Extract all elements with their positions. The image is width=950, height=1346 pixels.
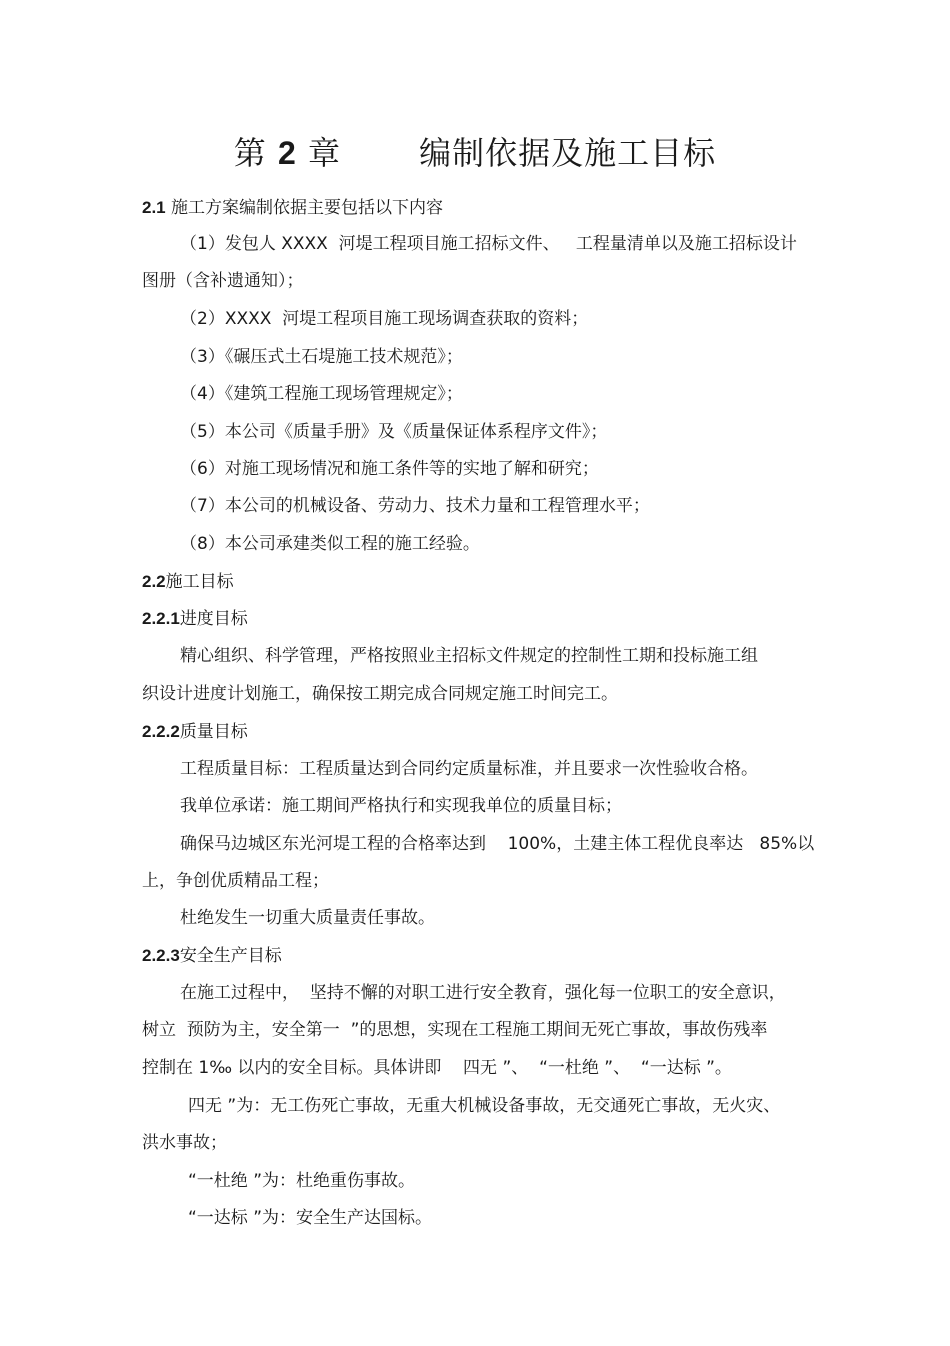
basis-item-1-cont: 图册（含补遗通知）； xyxy=(142,271,304,291)
safety-paragraph-line: “一杜绝 ”为：杜绝重伤事故。 xyxy=(188,1171,416,1191)
basis-item-8: （8）本公司承建类似工程的施工经验。 xyxy=(180,534,480,554)
section-heading-2-2-2 xyxy=(142,721,248,743)
section-number: 2.2 xyxy=(142,572,166,591)
schedule-paragraph-line: 织设计进度计划施工，确保按工期完成合同规定施工时间完工。 xyxy=(142,684,618,704)
section-heading-2-1 xyxy=(142,197,443,219)
basis-item-3: （3）《碾压式土石堤施工技术规范》； xyxy=(180,347,463,367)
section-heading-2-2-3 xyxy=(142,945,282,967)
safety-paragraph-line: 树立 预防为主，安全第一 ”的思想，实现在工程施工期间无死亡事故，事故伤残率 xyxy=(142,1020,768,1040)
basis-item-7: （7）本公司的机械设备、劳动力、技术力量和工程管理水平； xyxy=(180,496,650,516)
chapter-number: 2 xyxy=(277,135,297,171)
basis-item-5: （5）本公司《质量手册》及《质量保证体系程序文件》； xyxy=(180,422,608,442)
section-heading-2-2 xyxy=(142,571,234,593)
basis-item-2: （2）XXXX 河堤工程项目施工现场调查获取的资料； xyxy=(180,309,589,329)
chapter-suffix: 章 xyxy=(296,134,341,172)
section-title: 进度目标 xyxy=(179,609,248,629)
quality-paragraph-line: 杜绝发生一切重大质量责任事故。 xyxy=(180,908,435,928)
quality-paragraph-line: 确保马边城区东光河堤工程的合格率达到 100%，土建主体工程优良率达 85%以 xyxy=(180,834,815,854)
section-title: 质量目标 xyxy=(179,722,248,742)
section-number: 2.2.1 xyxy=(142,609,180,628)
section-title: 施工方案编制依据主要包括以下内容 xyxy=(165,198,444,218)
section-number: 2.2.2 xyxy=(142,722,180,741)
section-title: 安全生产目标 xyxy=(179,946,282,966)
quality-paragraph-line: 我单位承诺：施工期间严格执行和实现我单位的质量目标； xyxy=(180,796,622,816)
section-number: 2.2.3 xyxy=(142,946,180,965)
section-number: 2.1 xyxy=(142,198,166,217)
chapter-prefix: 第 xyxy=(233,134,278,172)
safety-paragraph-line: 控制在 1‰ 以内的安全目标。具体讲即 四无 ”、 “一杜绝 ”、 “一达标 ”。 xyxy=(142,1058,732,1078)
section-title: 施工目标 xyxy=(165,572,234,592)
safety-paragraph-line: “一达标 ”为：安全生产达国标。 xyxy=(188,1208,433,1228)
safety-paragraph-line: 在施工过程中， 坚持不懈的对职工进行安全教育，强化每一位职工的安全意识， xyxy=(180,983,786,1003)
safety-paragraph-line: 洪水事故； xyxy=(142,1133,227,1153)
chapter-title xyxy=(0,128,950,174)
chapter-title-text: 编制依据及施工目标 xyxy=(419,134,717,172)
basis-item-4: （4）《建筑工程施工现场管理规定》； xyxy=(180,384,463,404)
basis-item-1: （1）发包人 XXXX 河堤工程项目施工招标文件、 工程量清单以及施工招标设计 xyxy=(180,234,797,254)
basis-item-6: （6）对施工现场情况和施工条件等的实地了解和研究； xyxy=(180,459,599,479)
safety-paragraph-line: 四无 ”为：无工伤死亡事故，无重大机械设备事故，无交通死亡事故，无火灾、 xyxy=(188,1096,781,1116)
quality-paragraph-line: 上，争创优质精品工程； xyxy=(142,871,329,891)
schedule-paragraph-line: 精心组织、科学管理，严格按照业主招标文件规定的控制性工期和投标施工组 xyxy=(180,646,758,666)
section-heading-2-2-1 xyxy=(142,608,248,630)
quality-paragraph-line: 工程质量目标：工程质量达到合同约定质量标准，并且要求一次性验收合格。 xyxy=(180,759,758,779)
